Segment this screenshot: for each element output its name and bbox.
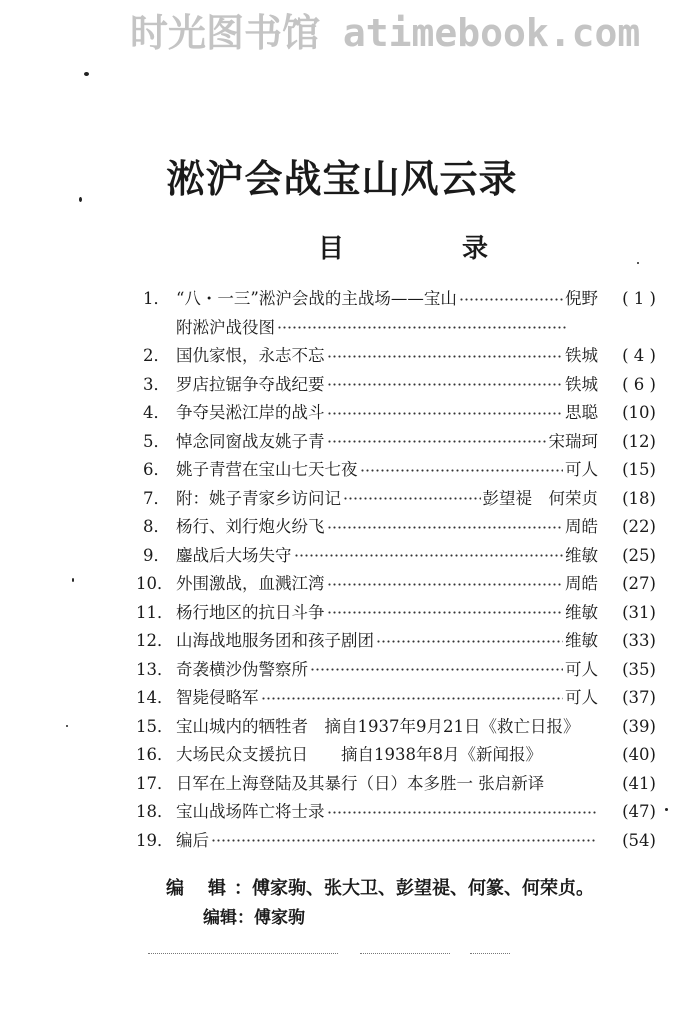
entry-page: ( 4 ): [622, 346, 656, 365]
entry-title: 宝山战场阵亡将士录: [176, 802, 325, 821]
toc-entry-15: [136, 713, 656, 742]
entry-title: 鏖战后大场失守: [176, 545, 292, 565]
entry-page: (47): [622, 802, 656, 821]
entry-title: 附：姚子青家乡访问记: [176, 488, 341, 508]
table-of-contents: [136, 285, 656, 855]
toc-entry-7: [136, 485, 656, 514]
entry-page: (10): [622, 403, 656, 422]
entry-title: 大场民众支援抗日 摘自1938年8月《新闻报》: [176, 745, 542, 764]
toc-heading-char-1: 目: [318, 234, 345, 264]
entry-page: (12): [622, 431, 656, 451]
editors-label: 编辑: [166, 878, 250, 899]
scan-speck: [79, 197, 82, 202]
toc-entry-11: [136, 599, 656, 628]
entry-author: 倪野: [565, 289, 598, 308]
entry-title: 杨行地区的抗日斗争: [176, 602, 325, 622]
toc-entry-1: [136, 285, 656, 314]
scan-speck: [84, 72, 89, 76]
entry-author: 可人: [565, 688, 598, 707]
entry-number: 2．: [143, 346, 170, 365]
entry-page: (15): [622, 460, 656, 479]
entry-author: 思聪: [565, 403, 598, 422]
dot-leader: [327, 805, 597, 819]
dot-leader: [294, 549, 564, 563]
entry-page: (33): [622, 631, 656, 650]
dot-leader: [327, 349, 564, 363]
entry-title: 附淞沪战役图: [176, 317, 275, 337]
entry-number: 16．: [136, 745, 174, 764]
dot-leader: [327, 577, 564, 591]
entry-author: 维敏: [565, 631, 598, 650]
dot-leader: [327, 435, 547, 449]
dot-leader: [327, 378, 564, 392]
entry-author: 周皓: [565, 574, 598, 593]
scan-speck: [66, 725, 68, 727]
entry-page: ( 6 ): [622, 374, 656, 394]
dot-leader: [211, 834, 596, 848]
editor-line: 编辑：傅家驹: [203, 908, 305, 928]
editors-line: [166, 874, 594, 900]
scan-artifact-line: [148, 953, 338, 954]
toc-entry-3: [136, 371, 656, 400]
entry-title: 悼念同窗战友姚子青: [176, 431, 325, 451]
entry-page: (41): [622, 773, 656, 793]
entry-page: (31): [622, 602, 656, 622]
entry-number: 14．: [136, 688, 174, 707]
scan-speck: [665, 808, 668, 811]
entry-title: 外围激战，血溅江湾: [176, 574, 325, 593]
toc-entry-9: [136, 542, 656, 571]
entry-page: (35): [622, 659, 656, 679]
entry-title: 杨行、刘行炮火纷飞: [176, 517, 325, 536]
entry-number: 8．: [143, 517, 170, 536]
dot-leader: [277, 321, 567, 335]
entry-author: 周皓: [565, 517, 598, 536]
entry-author: 维敏: [565, 545, 598, 565]
entry-title: 山海战地服务团和孩子剧团: [176, 631, 374, 650]
entry-page: (39): [622, 716, 656, 736]
toc-entry-19: [136, 827, 656, 856]
entry-number: 17．: [136, 773, 174, 793]
toc-heading: [318, 228, 488, 265]
entry-page: ( 1 ): [622, 289, 656, 308]
toc-entry-14: [136, 684, 656, 713]
entry-number: 1．: [143, 289, 170, 308]
entry-title: 姚子青营在宝山七天七夜: [176, 460, 358, 479]
entry-title: 日军在上海登陆及其暴行（日）本多胜一 张启新译: [176, 773, 545, 793]
scan-speck: [72, 578, 74, 582]
entry-title: 智毙侵略军: [176, 688, 259, 707]
dot-leader: [327, 606, 564, 620]
toc-entry-2: [136, 342, 656, 371]
entry-number: 7．: [143, 488, 170, 508]
entry-number: 13．: [136, 659, 174, 679]
entry-number: 18．: [136, 802, 174, 821]
toc-entry-1-sub: [136, 314, 656, 343]
entry-number: 11．: [136, 602, 174, 622]
entry-author: 铁城: [565, 374, 598, 394]
entry-page: (25): [622, 545, 656, 565]
book-title: 淞沪会战宝山风云录: [166, 156, 518, 201]
entry-page: (37): [622, 688, 656, 707]
dot-leader: [310, 663, 563, 677]
scan-artifact-line: [470, 953, 510, 954]
toc-entry-16: [136, 741, 656, 770]
dot-leader: [376, 634, 563, 648]
entry-author: 可人: [565, 659, 598, 679]
entry-author: 可人: [565, 460, 598, 479]
entry-number: 19．: [136, 830, 174, 850]
entry-number: 5．: [143, 431, 170, 451]
toc-entry-6: [136, 456, 656, 485]
entry-number: 3．: [143, 374, 170, 394]
entry-title: 罗店拉锯争夺战纪要: [176, 374, 325, 394]
entry-page: (40): [622, 745, 656, 764]
toc-entry-12: [136, 627, 656, 656]
toc-entry-13: [136, 656, 656, 685]
dot-leader: [327, 520, 564, 534]
toc-entry-10: [136, 570, 656, 599]
dot-leader: [459, 292, 563, 306]
entry-title: 宝山城内的牺牲者 摘自1937年9月21日《救亡日报》: [176, 716, 580, 736]
toc-entry-17: [136, 770, 656, 799]
entry-author: 彭望禔 何荣贞: [482, 488, 598, 508]
scan-artifact-line: [360, 953, 450, 954]
entry-number: 4．: [143, 403, 170, 422]
entry-author: 宋瑞珂: [548, 431, 598, 451]
entry-number: 6．: [143, 460, 170, 479]
scan-speck: [637, 262, 639, 264]
toc-entry-18: [136, 798, 656, 827]
entry-author: 维敏: [565, 602, 598, 622]
toc-entry-4: [136, 399, 656, 428]
watermark: 时光图书馆 atimebook.com: [130, 11, 641, 55]
dot-leader: [360, 463, 564, 477]
entry-title: “八・一三”淞沪会战的主战场——宝山: [176, 289, 457, 308]
entry-title: 国仇家恨，永志不忘: [176, 346, 325, 365]
entry-page: (27): [622, 574, 656, 593]
entry-author: 铁城: [565, 346, 598, 365]
toc-entry-5: [136, 428, 656, 457]
dot-leader: [343, 492, 481, 506]
toc-entry-8: [136, 513, 656, 542]
toc-heading-char-2: 录: [461, 234, 488, 264]
entry-page: (22): [622, 517, 656, 536]
dot-leader: [261, 691, 564, 705]
entry-number: 9．: [143, 545, 170, 565]
entry-number: 15．: [136, 716, 174, 736]
editors-names: ：傅家驹、张大卫、彭望禔、何篆、何荣贞。: [234, 878, 594, 899]
entry-page: (54): [622, 830, 656, 850]
entry-number: 10．: [136, 574, 174, 593]
entry-number: 12．: [136, 631, 174, 650]
entry-title: 编后: [176, 830, 209, 850]
entry-title: 奇袭横沙伪警察所: [176, 659, 308, 679]
dot-leader: [327, 406, 564, 420]
entry-page: (18): [622, 488, 656, 508]
entry-title: 争夺吴淞江岸的战斗: [176, 403, 325, 422]
